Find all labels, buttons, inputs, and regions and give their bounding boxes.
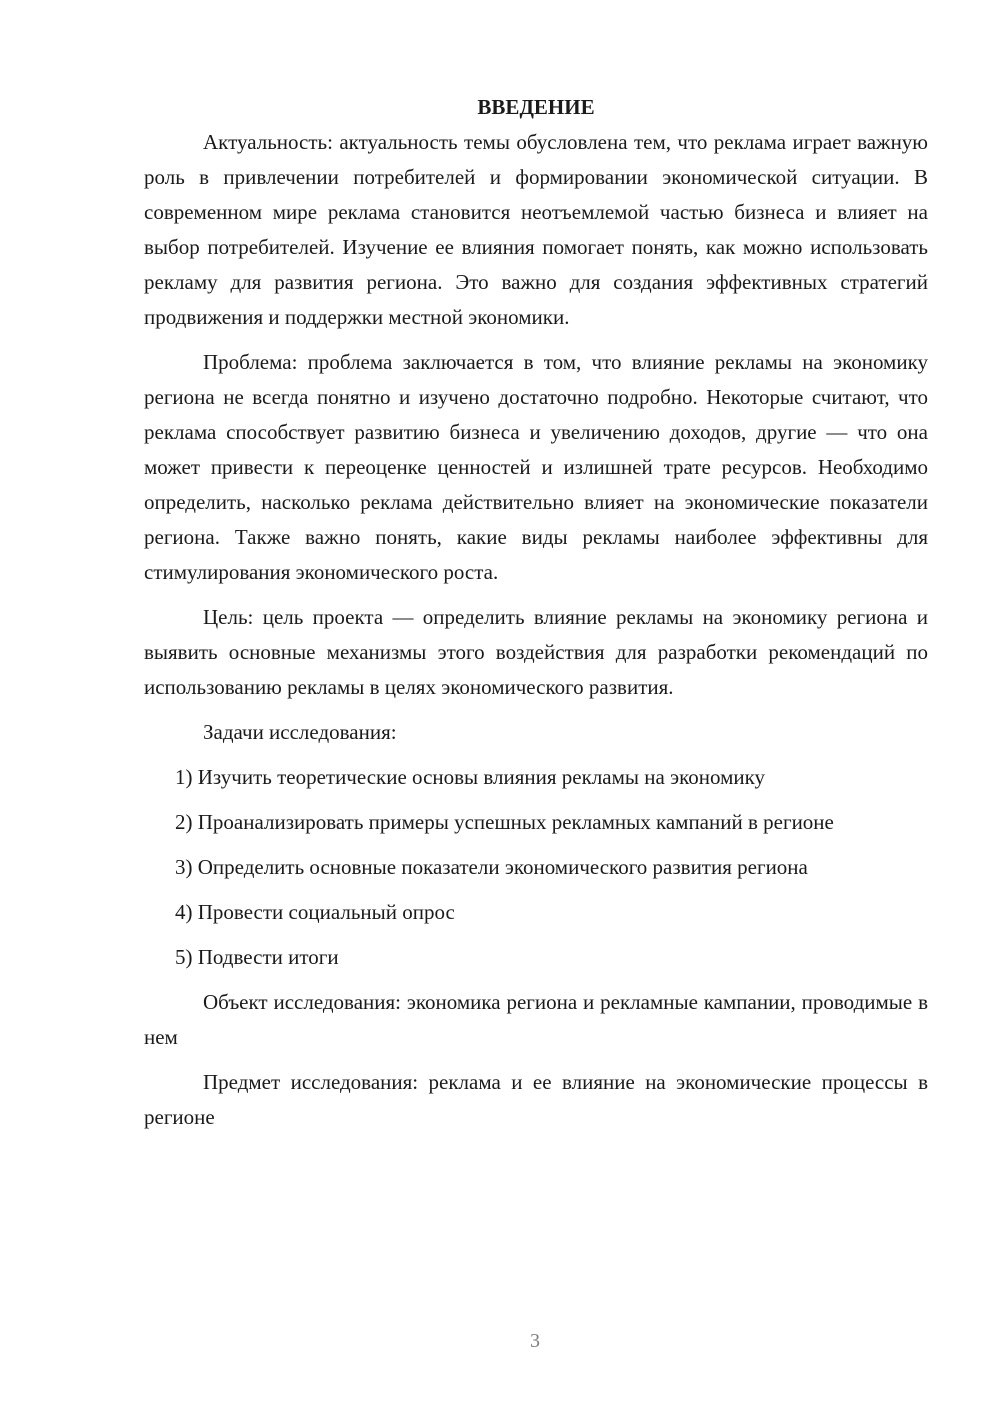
task-item-4: 4) Провести социальный опрос: [175, 900, 455, 924]
task-item-1: 1) Изучить теоретические основы влияния рекламы на экономику: [175, 765, 765, 789]
task-item-5: 5) Подвести итоги: [175, 945, 339, 969]
document-page: [144, 90, 928, 1145]
page-title: ВВЕДЕНИЕ: [477, 95, 595, 119]
paragraph-relevance: Актуальность: актуальность темы обусловлена тем, что реклама играет важную роль в привлечении потребителей и формировании экономической ситуации. В современном мире реклама становится неотъемлемой частью бизнеса и влияет на выбор потребителей. Изучение ее влияния помогает понять, как можно использовать рекламу для развития региона. Это важно для создания эффективных стратегий продвижения и поддержки местной экономики.: [144, 130, 928, 329]
paragraph-problem: Проблема: проблема заключается в том, что влияние рекламы на экономику региона не всегда понятно и изучено достаточно подробно. Некоторые считают, что реклама способствует развитию бизнеса и увеличению доходов, другие — что она может привести к переоценке ценностей и излишней трате ресурсов. Необходимо определить, насколько реклама действительно влияет на экономические показатели региона. Также важно понять, какие виды рекламы наиболее эффективны для стимулирования экономического роста.: [144, 350, 928, 584]
page-number: 3: [530, 1330, 540, 1352]
tasks-heading: Задачи исследования:: [203, 720, 397, 744]
paragraph-goal: Цель: цель проекта — определить влияние рекламы на экономику региона и выявить основные механизмы этого воздействия для разработки рекомендаций по использованию рекламы в целях экономического развития.: [144, 605, 928, 699]
paragraph-object: Объект исследования: экономика региона и рекламные кампании, проводимые в нем: [144, 990, 928, 1049]
task-item-2: 2) Проанализировать примеры успешных рекламных кампаний в регионе: [175, 810, 834, 834]
paragraph-subject: Предмет исследования: реклама и ее влияние на экономические процессы в регионе: [144, 1070, 928, 1129]
task-item-3: 3) Определить основные показатели экономического развития региона: [175, 855, 808, 879]
